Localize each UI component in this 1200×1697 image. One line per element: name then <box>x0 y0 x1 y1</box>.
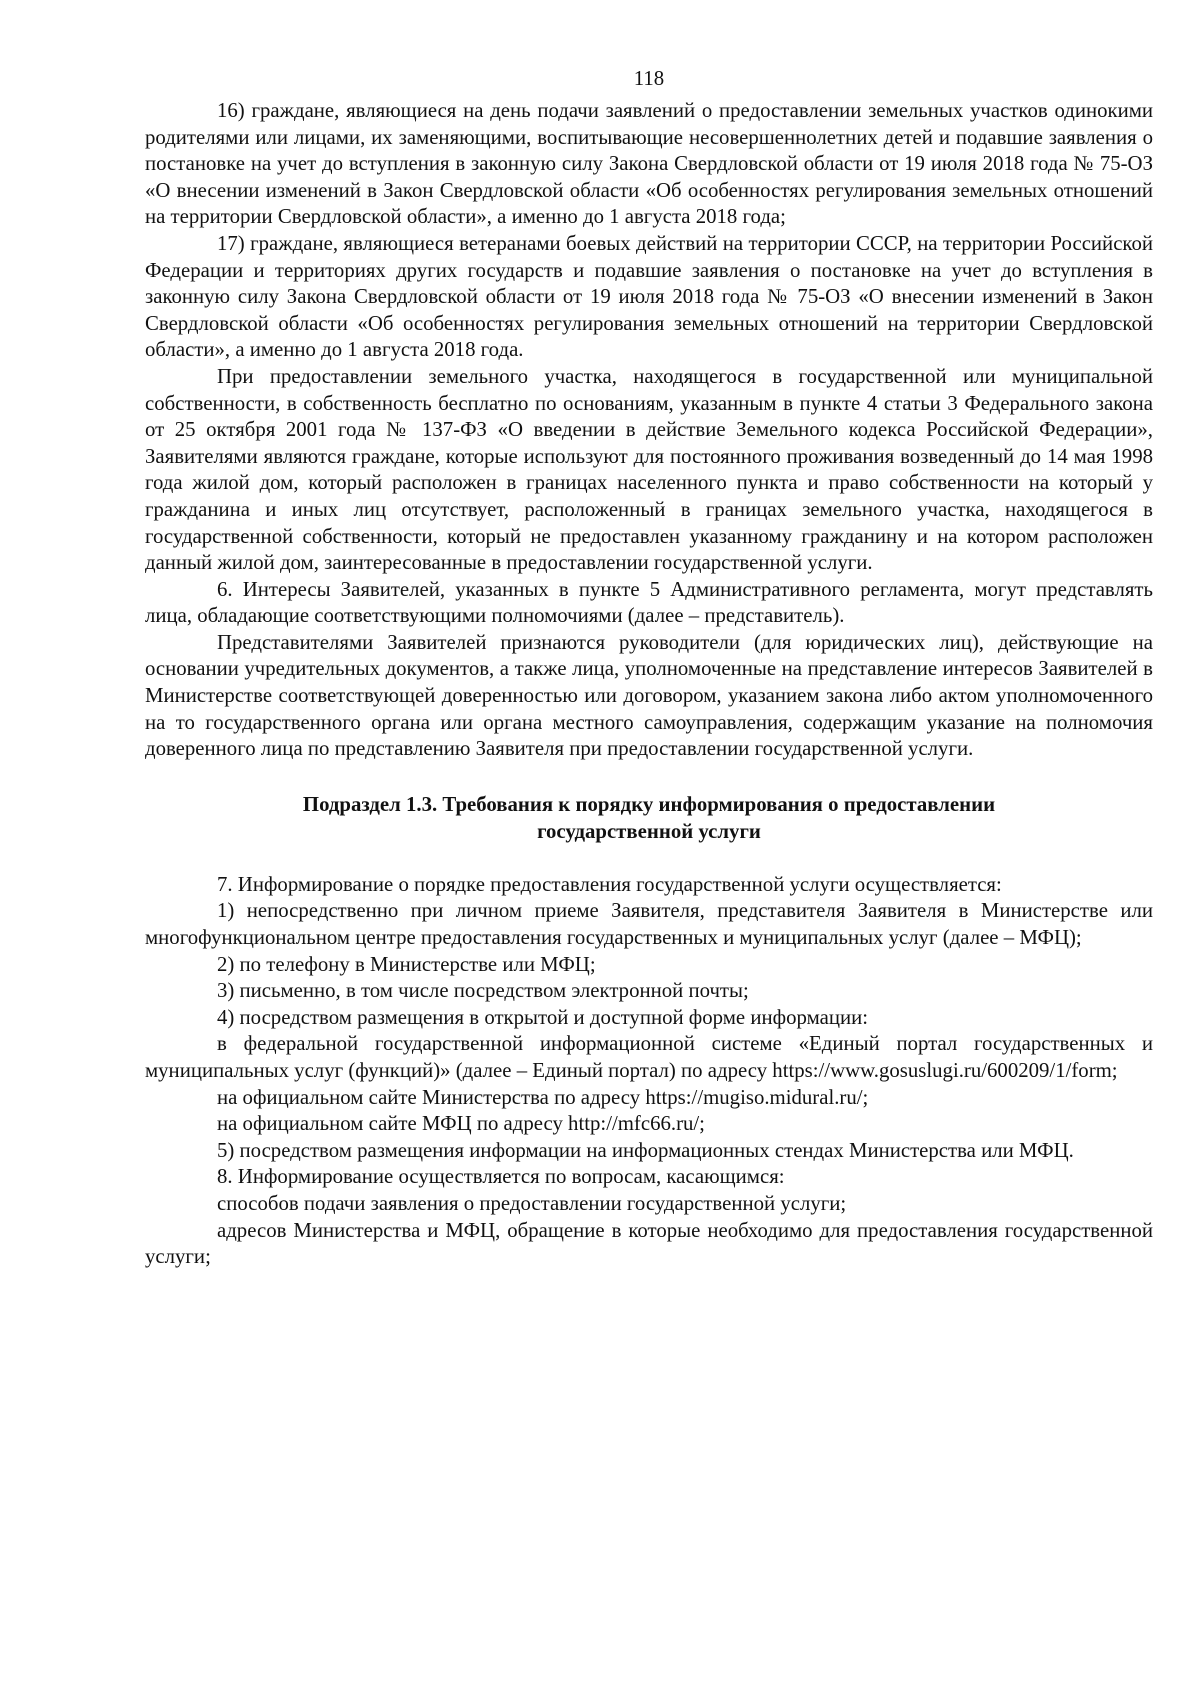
paragraph-point-7: 7. Информирование о порядке предоставления государственной услуги осуществляется: <box>217 872 1002 896</box>
paragraph-ministry-site: на официальном сайте Министерства по адресу https://mugiso.midural.ru/; <box>217 1085 869 1109</box>
paragraph-sub-1: 1) непосредственно при личном приеме Заявителя, представителя Заявителя в Министерстве или многофункциональном центре предоставления государственных и муниципальных услуг (далее – МФЦ); <box>145 899 1153 950</box>
section-heading-line-1: Подраздел 1.3. Требования к порядку информирования о предоставлении <box>302 792 996 816</box>
paragraph-unified-portal: в федеральной государственной информационной системе «Единый портал государственных и муниципальных услуг (функций)» (далее – Единый портал) по адресу https://www.gosuslugi.ru/600209/1/form; <box>145 1032 1153 1082</box>
paragraph-point-8: 8. Информирование осуществляется по вопросам, касающимся: <box>217 1165 785 1189</box>
paragraph-mfc-site: на официальном сайте МФЦ по адресу http://mfc66.ru/; <box>217 1112 705 1136</box>
paragraph-application-methods: способов подачи заявления о предоставлении государственной услуги; <box>217 1191 847 1215</box>
paragraph-item-16: 16) граждане, являющиеся на день подачи заявлений о предоставлении земельных участков одинокими родителями или лицами, их заменяющими, воспитывающие несовершеннолетних детей и подавшие заявления о постановке на учет до вступления в законную силу Закона Свердловской области от 19 июля 2018 года № 75-ОЗ «О внесении изменений в Закон Свердловской области «Об особенностях регулирования земельных отношений на территории Свердловской области», а именно до 1 августа 2018 года; <box>145 99 1153 229</box>
paragraph-sub-4: 4) посредством размещения в открытой и доступной форме информации: <box>217 1005 868 1029</box>
paragraph-point-6: 6. Интересы Заявителей, указанных в пункте 5 Административного регламента, могут представлять лица, обладающие соответствующими полномочиями (далее – представитель). <box>145 577 1153 628</box>
paragraph-item-17: 17) граждане, являющиеся ветеранами боевых действий на территории СССР, на территории Российской Федерации и территориях других государств и подавшие заявления о постановке на учет до вступления в законную силу Закона Свердловской области от 19 июля 2018 года № 75-ОЗ «О внесении изменений в Закон Свердловской области «Об особенностях регулирования земельных отношений на территории Свердловской области», а именно до 1 августа 2018 года. <box>145 231 1153 362</box>
section-heading <box>145 791 1153 845</box>
paragraph-representatives: Представителями Заявителей признаются руководители (для юридических лиц), действующие на основании учредительных документов, а также лица, уполномоченные на представление интересов Заявителей в Министерстве соответствующей доверенностью или договором, указанием закона либо актом уполномоченного на то государственного органа или органа местного самоуправления, содержащим указание на полномочия доверенного лица по представлению Заявителя при предоставлении государственной услуги. <box>145 630 1153 761</box>
section-heading-line-2: государственной услуги <box>537 819 761 843</box>
document-page <box>145 66 1153 1271</box>
paragraph-sub-2: 2) по телефону в Министерстве или МФЦ; <box>217 952 596 976</box>
page-number: 118 <box>633 67 665 90</box>
paragraph-house-owners: При предоставлении земельного участка, находящегося в государственной или муниципальной собственности, в собственность бесплатно по основаниям, указанным в пункте 4 статьи 3 Федерального закона от 25 октября 2001 года № 137-ФЗ «О введении в действие Земельного кодекса Российской Федерации», Заявителями являются граждане, которые используют для постоянного проживания возведенный до 14 мая 1998 года жилой дом, который расположен в границах населенного пункта и право собственности на который у гражданина и иных лиц отсутствует, расположенный в границах земельного участка, находящегося в государственной собственности, который не предоставлен указанному гражданину и на котором расположен данный жилой дом, заинтересованные в предоставлении государственной услуги. <box>145 364 1153 575</box>
paragraph-sub-3: 3) письменно, в том числе посредством электронной почты; <box>217 979 749 1003</box>
paragraph-addresses: адресов Министерства и МФЦ, обращение в которые необходимо для предоставления государственной услуги; <box>145 1218 1153 1269</box>
paragraph-sub-5: 5) посредством размещения информации на информационных стендах Министерства или МФЦ. <box>217 1138 1074 1162</box>
